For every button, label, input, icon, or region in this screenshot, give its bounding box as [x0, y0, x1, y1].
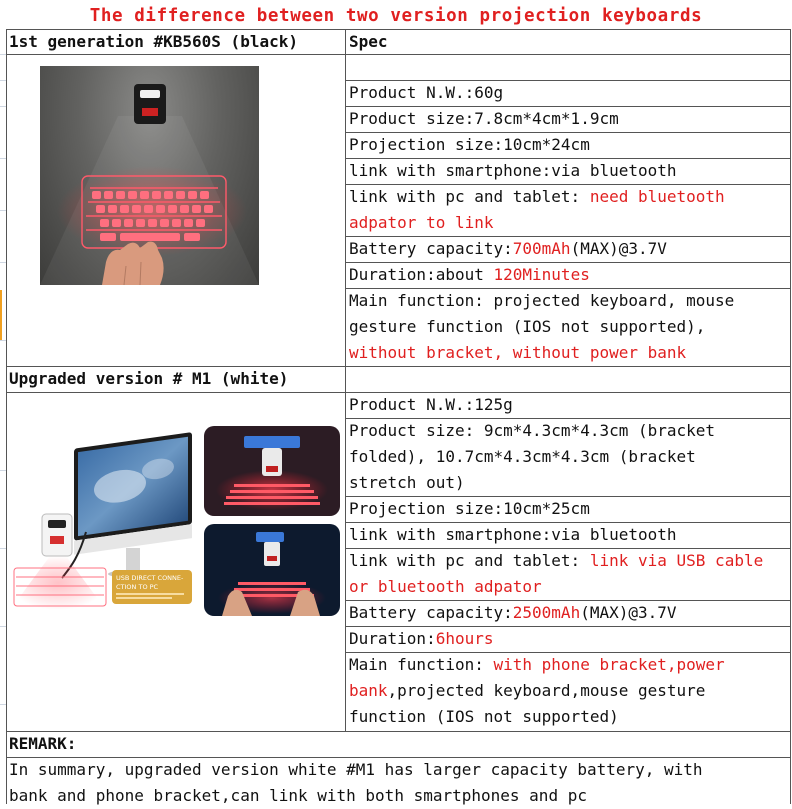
gen1-main-function-line2: gesture function (IOS not supported), [349, 317, 706, 336]
projection-keyboard-white-collage [8, 420, 344, 620]
gen1-main-function-line1: Main function: projected keyboard, mouse [349, 291, 735, 310]
m1-duration-value: 6hours [435, 629, 494, 648]
svg-text:CTION TO PC: CTION TO PC [116, 583, 159, 591]
m1-main-function-line1 [349, 652, 725, 678]
m1-spec-size-line3: stretch out) [349, 473, 465, 492]
gen1-spec-phone-link: link with smartphone:via bluetooth [349, 161, 677, 180]
selection-marker [0, 290, 2, 340]
gen1-spec-battery [349, 236, 667, 262]
remark-label: REMARK: [9, 734, 77, 753]
remark-line2: bank and phone bracket,can link with both smartphones and pc [9, 786, 587, 805]
gen1-pc-link-label: link with pc and tablet: [349, 187, 590, 206]
gen1-pc-link-value: need bluetooth [589, 187, 725, 206]
m1-main-function-rest: ,projected keyboard,mouse gesture [387, 681, 706, 700]
gen1-pc-link-value-line2: adpator to link [349, 213, 494, 232]
m1-spec-phone-link: link with smartphone:via bluetooth [349, 525, 677, 544]
gen1-duration-value: 120Minutes [493, 265, 590, 284]
m1-main-function-line3: function (IOS not supported) [349, 707, 619, 726]
spec-header: Spec [349, 32, 388, 51]
gen1-header: 1st generation #KB560S (black) [9, 32, 298, 51]
gen1-battery-label: Battery capacity: [349, 239, 513, 258]
gen1-spec-nw: Product N.W.:60g [349, 83, 504, 102]
m1-main-function-red2: bank [349, 681, 388, 700]
m1-pc-link-value-line2: or bluetooth adpator [349, 577, 542, 596]
gen1-spec-pc-link [349, 184, 725, 210]
document-title: The difference between two version projection keyboards [89, 6, 703, 26]
m1-battery-label: Battery capacity: [349, 603, 513, 622]
m1-main-function-line2 [349, 678, 705, 704]
gen1-spec-projection: Projection size:10cm*24cm [349, 135, 590, 154]
gen1-main-function-line3: without bracket, without power bank [349, 343, 687, 362]
gen1-spec-size: Product size:7.8cm*4cm*1.9cm [349, 109, 619, 128]
gen1-battery-value: 700mAh [512, 239, 571, 258]
m1-battery-rest: (MAX)@3.7V [580, 603, 677, 622]
remark-line1: In summary, upgraded version white #M1 has larger capacity battery, with [9, 760, 703, 779]
m1-header: Upgraded version # M1 (white) [9, 369, 289, 388]
m1-spec-size-line2: folded), 10.7cm*4.3cm*4.3cm (bracket [349, 447, 696, 466]
m1-spec-pc-link [349, 548, 763, 574]
m1-spec-projection: Projection size:10cm*25cm [349, 499, 590, 518]
m1-duration-label: Duration: [349, 629, 436, 648]
row-line [6, 731, 790, 732]
gen1-duration-label: Duration:about [349, 265, 494, 284]
m1-spec-duration [349, 626, 494, 652]
m1-pc-link-value: link via USB cable [589, 551, 764, 570]
table-border-left [6, 29, 7, 804]
m1-battery-value: 2500mAh [512, 603, 581, 622]
m1-main-function-red1: with phone bracket,power [493, 655, 725, 674]
gen1-battery-rest: (MAX)@3.7V [570, 239, 667, 258]
projection-keyboard-black-photo [40, 66, 259, 285]
gen1-spec-duration [349, 262, 590, 288]
m1-spec-size-line1: Product size: 9cm*4.3cm*4.3cm (bracket [349, 421, 716, 440]
m1-pc-link-label: link with pc and tablet: [349, 551, 590, 570]
m1-main-function-label: Main function: [349, 655, 494, 674]
svg-text:USB DIRECT CONNE-: USB DIRECT CONNE- [116, 574, 184, 582]
m1-spec-nw: Product N.W.:125g [349, 395, 513, 414]
m1-spec-battery [349, 600, 677, 626]
table-border-right [790, 29, 791, 804]
